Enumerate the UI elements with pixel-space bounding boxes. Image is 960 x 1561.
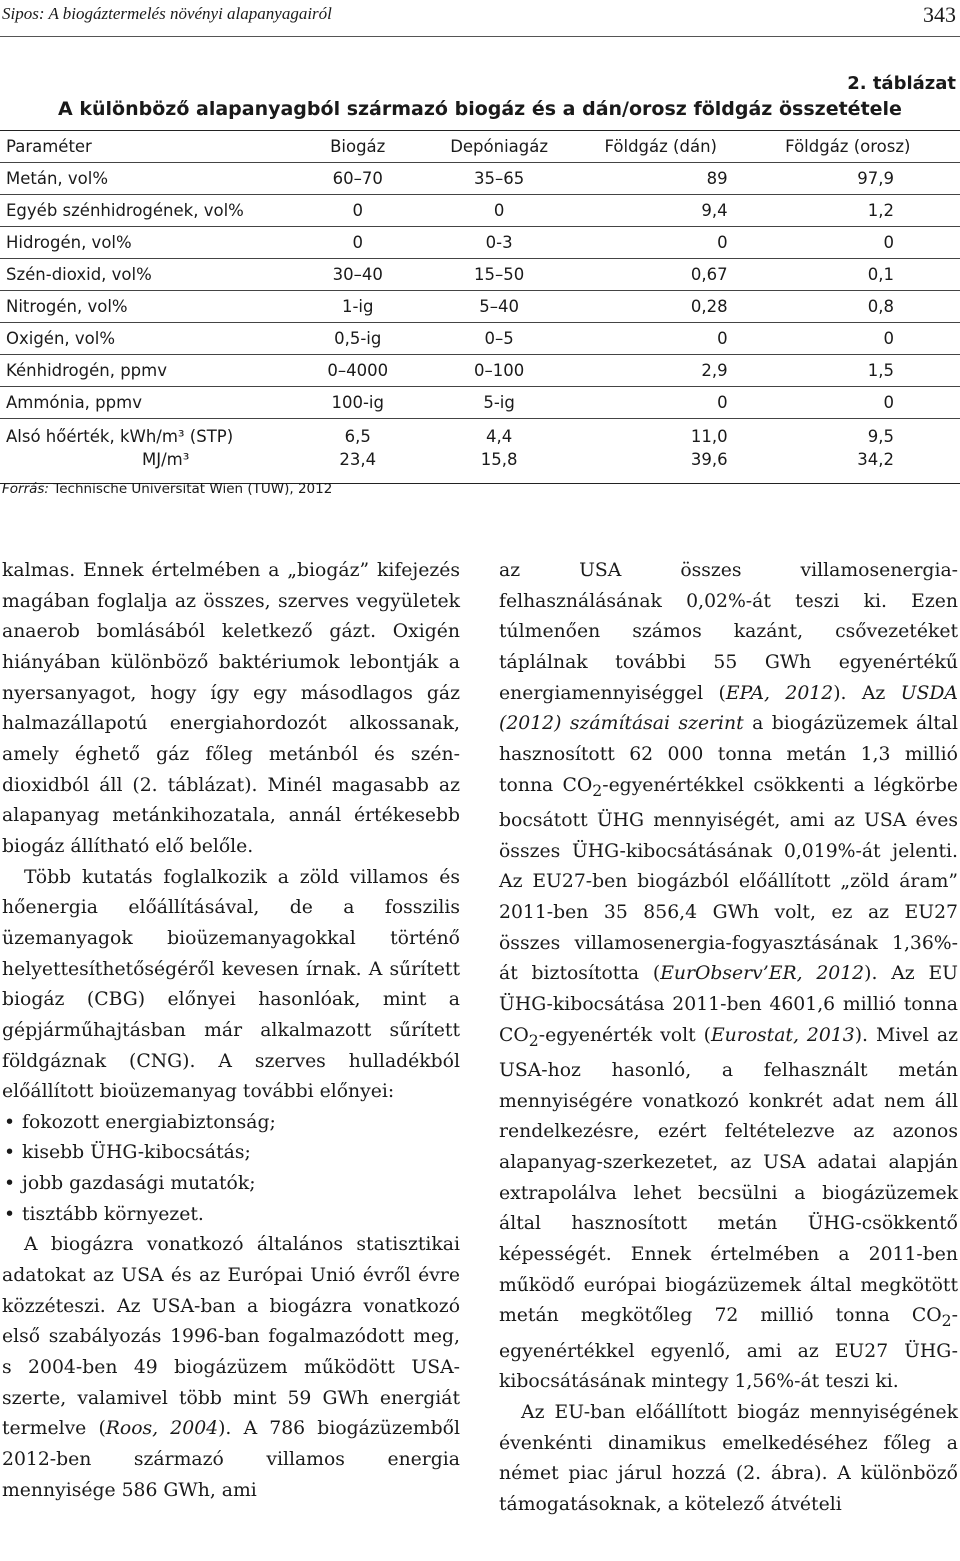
cell-line: 23,4: [339, 450, 377, 469]
cell-line: 11,0: [690, 427, 728, 446]
text-run: -egyenértékkel egyenlő, ami az EU27 ÜHG-kibocsátásának mintegy 1,56%-át teszi ki.: [499, 1305, 958, 1393]
text-run: ). A 786 biogázüzemből 2012-ben származó villamos energia mennyisége 586 GWh, ami: [2, 1418, 460, 1501]
table-cell: 0: [717, 393, 728, 412]
table-cell: 30–40: [332, 265, 383, 284]
table-cell: [0, 419, 303, 484]
table-cell: Egyéb szénhidrogének, vol%: [6, 201, 244, 220]
table-cell: [736, 419, 960, 484]
paragraph: Az EU-ban előállított biogáz mennyiségének évenkénti dinamikus emelkedéséhez főleg a német piac járul hozzá (2. ábra). A különböző támogatásoknak, a kötelező átvételi: [499, 1401, 958, 1515]
table-title: A különböző alapanyagból származó biogáz és a dán/orosz földgáz összetétele: [58, 98, 902, 120]
citation: Roos, 2004: [105, 1418, 219, 1440]
table-cell: 35–65: [473, 169, 525, 188]
table-cell: [586, 419, 736, 484]
table-cell: Metán, vol%: [6, 169, 109, 188]
citation: USDA (2012) számításai szerint: [499, 682, 958, 735]
cell-line: 6,5: [344, 427, 371, 446]
text-run: ). Az: [833, 682, 901, 704]
table-cell: Szén-dioxid, vol%: [6, 265, 152, 284]
text-run: ). Az EU ÜHG-kibocsátása 2011-ben 4601,6 millió tonna CO: [499, 963, 958, 1046]
table-cell: 0: [493, 201, 505, 220]
table-cell: [412, 419, 585, 484]
table-cell: 100-ig: [331, 393, 384, 412]
left-text-column: [2, 556, 460, 1506]
subscript: 2: [528, 1030, 539, 1050]
table-cell: 0: [883, 393, 894, 412]
table-cell: 5-ig: [483, 393, 515, 412]
table-header-row: [0, 131, 960, 163]
table-cell: 0: [717, 233, 728, 252]
table-cell: 60–70: [332, 169, 383, 188]
table-cell: 1,2: [867, 201, 894, 220]
table-cell: 0–100: [473, 361, 525, 380]
table-cell: 0,67: [690, 265, 728, 284]
table-cell: 0,8: [867, 297, 894, 316]
table-cell: 1-ig: [341, 297, 374, 316]
paragraph: [499, 556, 958, 1398]
column-header: Földgáz (orosz): [785, 137, 911, 156]
table-cell: 15–50: [473, 265, 525, 284]
table-cell: 9,4: [701, 201, 728, 220]
table-cell: 0: [352, 233, 363, 252]
paragraph: [2, 1230, 460, 1506]
table-cell: 0–4000: [327, 361, 389, 380]
table-cell: Ammónia, ppmv: [6, 393, 142, 412]
table-cell: 0: [883, 329, 894, 348]
running-header: [0, 0, 960, 37]
right-text-column: [499, 556, 958, 1521]
table-cell: Nitrogén, vol%: [6, 297, 128, 316]
citation: Eurostat, 2013: [710, 1024, 855, 1046]
paragraph: kalmas. Ennek értelmében a „biogáz” kifejezés magában foglalja az összes, szerves vegyületek anaerob bomlásából keletkező gázt. Oxigén hiányában különböző baktériumok lebontják a nyersanyagot, hogy így egy másodlagos gáz halmazállapotú energiahordozót alkossanak, amely éghető gáz főleg metánból és szén-dioxidból áll (2. táblázat). Minél magasabb az alapanyag metánkihozatala, annál értékesebb biogáz állítható elő belőle.: [2, 560, 460, 857]
table-cell: 1,5: [867, 361, 894, 380]
table-cell: 0,1: [867, 265, 894, 284]
list-item: • kisebb ÜHG-kibocsátás;: [2, 1138, 460, 1169]
table-row: [0, 323, 960, 355]
cell-line: 39,6: [690, 450, 728, 469]
composition-table: [0, 130, 960, 484]
table-cell: 0,5-ig: [334, 329, 382, 348]
paragraph: Több kutatás foglalkozik a zöld villamos és hőenergia előállításával, de a fosszilis üzemanyagok bioüzemanyagokkal történő helyettesíthetőségéről kevesen írnak. A sűrített biogáz (CBG) előnyei hasonlóak, mint a gépjárműhajtásban már alkalmazott sűrített földgáznak (CNG). A szerves hulladékból előállított bioüzemanyag további előnyei:: [2, 866, 460, 1103]
column-header: Földgáz (dán): [604, 137, 717, 156]
list-item: • tisztább környezet.: [2, 1200, 460, 1231]
column-header: Biogáz: [330, 137, 386, 156]
table-cell: 0,28: [690, 297, 728, 316]
table-row: [0, 387, 960, 419]
table-cell: 0: [883, 233, 894, 252]
source-text: Technische Universitat Wien (TUW), 2012: [48, 481, 333, 497]
table-cell: Hidrogén, vol%: [6, 233, 132, 252]
citation: EurObserv’ER, 2012: [660, 963, 865, 985]
table-row: [0, 163, 960, 195]
text-run: -egyenértékkel csökkenti a légkörbe bocsátott ÜHG mennyiségét, ami az USA éves összes ÜHG-kibocsátásának 0,019%-át jelenti. Az EU27-ben biogázból előállított „zöld áram” 2011-ben 35 856,4 GWh volt, ez az EU27 összes villamosenergia-fogyasztásának 1,36%-át biztosította (: [499, 774, 958, 985]
table-cell: 0-3: [485, 233, 513, 252]
column-header: Paraméter: [6, 137, 92, 156]
cell-line: 34,2: [857, 450, 894, 469]
table-cell: Kénhidrogén, ppmv: [6, 361, 167, 380]
list-item: • jobb gazdasági mutatók;: [2, 1169, 460, 1200]
citation: EPA, 2012: [725, 682, 834, 704]
cell-line: 9,5: [867, 427, 894, 446]
table-label: 2. táblázat: [847, 73, 956, 94]
text-run: A biogázra vonatkozó általános statisztikai adatokat az USA és az Európai Unió évről évre közzéteszi. Az USA-ban a biogázra vonatkozó első szabályozás 1996-ban fogalmazódott meg, s 2004-ben 49 biogázüzem működött USA-szerte, valamivel több mint 59 GWh energiát termelve (: [2, 1234, 460, 1440]
page-number: 343: [923, 2, 956, 27]
text-run: ). Mivel az USA-hoz hasonló, a felhasznált metán mennyiségére vonatkozó konkrét adat nem áll rendelkezésre, ezért feltételezve az azonos alapanyag-szerkezetet, az USA adatai alapján extrapolálva lehet becsülni a biogázüzemek által hasznosított metán ÜHG-csökkentő képességét. Ennek értelmében a 2011-ben működő európai biogázüzemek által megkötött metán megkötőleg 72 millió tonna CO: [499, 1024, 958, 1327]
table-cell: Oxigén, vol%: [6, 329, 116, 348]
table-cell: 5–40: [479, 297, 519, 316]
cell-line: 15,8: [480, 450, 518, 469]
subscript: 2: [592, 780, 603, 800]
table-row: [0, 195, 960, 227]
table-row: [0, 355, 960, 387]
text-run: az USA összes villamosenergia-felhasználásának 0,02%-át teszi ki. Ezen túlmenően számos kazánt, csővezetéket táplálnak további 55 GWh egyenértékű energiamennyiséggel (: [499, 560, 958, 704]
table-row: [0, 227, 960, 259]
text-run: a biogázüzemek által hasznosított 62 000 tonna metán 1,3 millió tonna CO: [499, 713, 958, 796]
table-row: [0, 259, 960, 291]
subscript: 2: [941, 1311, 952, 1330]
source-label: Forrás:: [2, 481, 49, 497]
table-source: [2, 481, 332, 497]
table-cell: 89: [706, 169, 728, 188]
text-run: -egyenérték volt (: [538, 1024, 711, 1046]
table-cell: 0: [352, 201, 363, 220]
cell-line: 4,4: [485, 427, 513, 446]
heating-value-label: Alsó hőérték, kWh/m³ (STP): [6, 427, 234, 446]
table-cell: 2,9: [701, 361, 728, 380]
table-cell: [303, 419, 412, 484]
table-cell: 0: [717, 329, 728, 348]
table-cell: 97,9: [857, 169, 894, 188]
heating-value-unit: MJ/m³: [142, 450, 190, 469]
list-item: • fokozott energiabiztonság;: [2, 1108, 460, 1139]
table-row: [0, 419, 960, 484]
column-header: Depóniagáz: [450, 137, 549, 156]
table-row: [0, 291, 960, 323]
advantages-list: [2, 1108, 460, 1231]
running-title: Sipos: A biogáztermelés növényi alapanyagairól: [2, 4, 332, 23]
table-cell: 0–5: [484, 329, 514, 348]
